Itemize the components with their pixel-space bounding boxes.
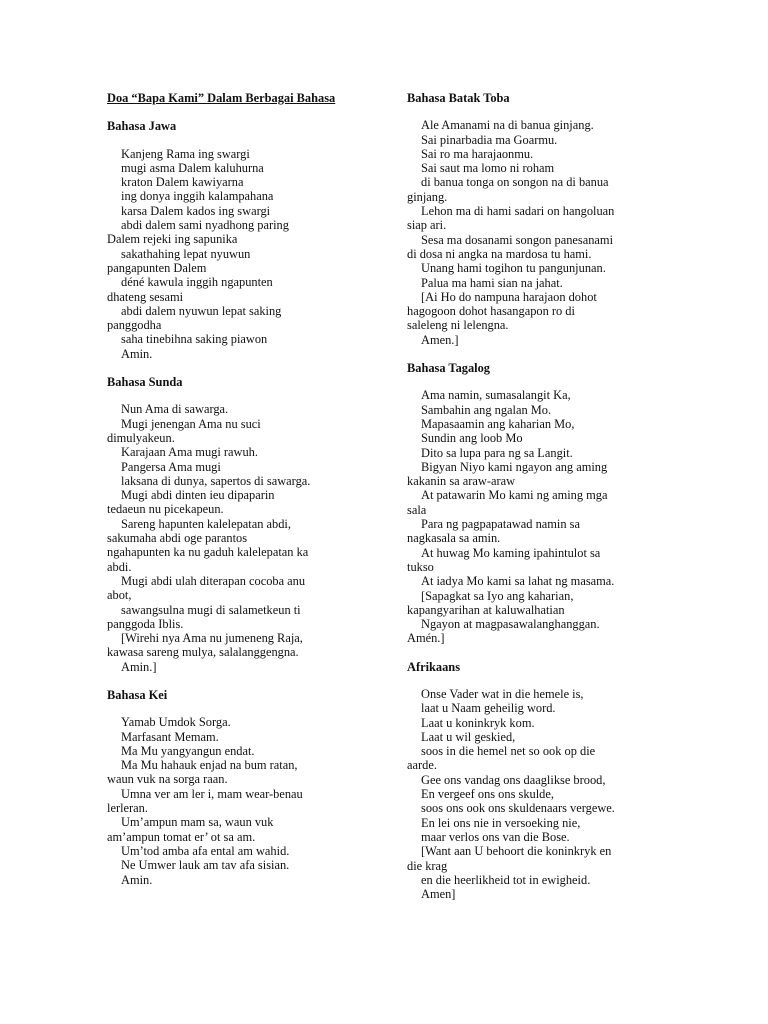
prayer-line: Amin.: [121, 346, 153, 361]
prayer-text: [407, 388, 663, 645]
prayer-line: Amin.]: [121, 659, 157, 674]
prayer-text: [407, 687, 663, 901]
prayer-line: di dosa ni angka na mardosa tu hami.: [407, 246, 592, 261]
prayer-line: Dalem rejeki ing sapunika: [107, 232, 238, 247]
prayer-line: die krag: [407, 858, 448, 873]
prayer-line: Marfasant Memam.: [121, 729, 219, 744]
prayer-line: At huwag Mo kaming ipahintulot sa: [421, 545, 601, 560]
prayer-line: En vergeef ons ons skulde,: [421, 787, 554, 802]
prayer-line: Mapasaamin ang kaharian Mo,: [421, 416, 575, 431]
prayer-line: [Want aan U behoort die koninkryk en: [421, 844, 612, 859]
prayer-line: kraton Dalem kawiyarna: [121, 175, 244, 190]
prayer-text: [407, 118, 663, 347]
prayer-line: Amen]: [421, 887, 456, 902]
section-heading: Bahasa Sunda: [107, 375, 183, 390]
prayer-line: laat u Naam geheilig word.: [421, 701, 556, 716]
prayer-line: am’ampun tomat er’ ot sa am.: [107, 829, 256, 844]
prayer-line: siap ari.: [407, 218, 447, 233]
prayer-line: dhateng sesami: [107, 289, 184, 304]
prayer-line: sakathahing lepat nyuwun: [121, 246, 251, 261]
prayer-line: Um’ampun mam sa, waun vuk: [121, 815, 274, 830]
prayer-section: [107, 375, 377, 674]
prayer-line: sawangsulna mugi di salametkeun ti: [121, 602, 301, 617]
prayer-line: aarde.: [407, 758, 437, 773]
left-column: [107, 91, 377, 901]
prayer-line: Amen.]: [421, 332, 459, 347]
prayer-line: Pangersa Ama mugi: [121, 459, 221, 474]
prayer-line: At patawarin Mo kami ng aming mga: [421, 488, 608, 503]
prayer-line: Ma Mu hahauk enjad na bum ratan,: [121, 758, 298, 773]
prayer-line: tedaeun nu picekapeun.: [107, 502, 224, 517]
prayer-line: Ale Amanami na di banua ginjang.: [421, 118, 594, 133]
prayer-line: Laat u wil geskied,: [421, 729, 516, 744]
prayer-line: Sambahin ang ngalan Mo.: [421, 402, 552, 417]
document-title: Doa “Bapa Kami” Dalam Berbagai Bahasa: [107, 91, 336, 105]
prayer-line: Para ng pagpapatawad namin sa: [421, 517, 580, 532]
right-sections: [407, 91, 663, 901]
left-sections: [107, 119, 377, 887]
prayer-line: mugi asma Dalem kaluhurna: [121, 160, 264, 175]
prayer-line: lerleran.: [107, 801, 148, 816]
prayer-line: Umna ver am ler i, mam wear-benau: [121, 786, 303, 801]
prayer-section: [407, 91, 663, 347]
prayer-line: Dito sa lupa para ng sa Langit.: [421, 445, 573, 460]
prayer-line: soos ons ook ons skuldenaars vergewe.: [421, 801, 615, 816]
section-heading: Bahasa Tagalog: [407, 361, 490, 376]
prayer-line: Yamab Umdok Sorga.: [121, 715, 231, 730]
prayer-line: ngahapunten ka nu gaduh kalelepatan ka: [107, 545, 309, 560]
prayer-text: [107, 715, 377, 887]
prayer-line: laksana di dunya, sapertos di sawarga.: [121, 473, 311, 488]
prayer-section: [407, 660, 663, 902]
prayer-line: Onse Vader wat in die hemele is,: [421, 686, 584, 701]
prayer-line: panggodha: [107, 318, 162, 333]
section-heading: Bahasa Kei: [107, 687, 168, 702]
prayer-line: En lei ons nie in versoeking nie,: [421, 815, 581, 830]
prayer-section: [107, 119, 377, 361]
section-heading: Bahasa Jawa: [107, 119, 177, 134]
prayer-line: Sesa ma dosanami songon panesanami: [421, 232, 614, 247]
prayer-text: [107, 147, 377, 361]
prayer-line: Mugi abdi dinten ieu dipaparin: [121, 488, 275, 503]
prayer-line: abdi.: [107, 559, 132, 574]
prayer-line: Ngayon at magpasawalanghanggan.: [421, 617, 600, 632]
prayer-line: Ne Umwer lauk am tav afa sisian.: [121, 858, 290, 873]
prayer-line: Gee ons vandag ons daaglikse brood,: [421, 772, 606, 787]
prayer-line: saleleng ni lelengna.: [407, 318, 509, 333]
prayer-line: sakumaha abdi oge parantos: [107, 531, 248, 546]
prayer-line: panggoda Iblis.: [107, 616, 184, 631]
prayer-line: pangapunten Dalem: [107, 260, 207, 275]
prayer-line: karsa Dalem kados ing swargi: [121, 203, 271, 218]
prayer-line: Bigyan Niyo kami ngayon ang aming: [421, 459, 608, 474]
prayer-line: sala: [407, 502, 427, 517]
prayer-line: Sai pinarbadia ma Goarmu.: [421, 132, 558, 147]
prayer-line: Ma Mu yangyangun endat.: [121, 743, 255, 758]
prayer-line: [Wirehi nya Ama nu jumeneng Raja,: [121, 631, 303, 646]
prayer-line: dimulyakeun.: [107, 430, 175, 445]
right-column: [407, 91, 663, 915]
prayer-section: [107, 688, 377, 887]
prayer-line: Mugi jenengan Ama nu suci: [121, 416, 261, 431]
prayer-line: Ama namin, sumasalangit Ka,: [421, 388, 571, 403]
prayer-line: en die heerlikheid tot in ewigheid.: [421, 872, 591, 887]
section-heading: Bahasa Batak Toba: [407, 91, 510, 105]
prayer-line: Unang hami togihon tu pangunjunan.: [421, 261, 606, 276]
prayer-line: ing donya inggih kalampahana: [121, 189, 274, 204]
prayer-line: Sai saut ma lomo ni roham: [421, 161, 555, 176]
prayer-line: Um’tod amba afa ental am wahid.: [121, 843, 290, 858]
prayer-line: Sai ro ma harajaonmu.: [421, 146, 534, 161]
prayer-line: Sundin ang loob Mo: [421, 431, 523, 446]
prayer-line: Karajaan Ama mugi rawuh.: [121, 445, 258, 460]
prayer-line: déné kawula inggih ngapunten: [121, 275, 273, 290]
prayer-line: abot,: [107, 588, 132, 603]
prayer-line: abdi dalem nyuwun lepat saking: [121, 303, 282, 318]
prayer-line: nagkasala sa amin.: [407, 531, 501, 546]
prayer-line: Amén.]: [407, 631, 445, 646]
prayer-line: Palua ma hami sian na jahat.: [421, 275, 563, 290]
prayer-line: Lehon ma di hami sadari on hangoluan: [421, 204, 615, 219]
prayer-line: di banua tonga on songon na di banua: [421, 175, 609, 190]
prayer-line: hagogoon dohot hasangapon ro di: [407, 304, 575, 319]
prayer-line: Kanjeng Rama ing swargi: [121, 146, 250, 161]
prayer-text: [107, 402, 377, 674]
prayer-line: abdi dalem sami nyadhong paring: [121, 218, 289, 233]
prayer-line: At iadya Mo kami sa lahat ng masama.: [421, 574, 615, 589]
prayer-line: soos in die hemel net so ook op die: [421, 744, 596, 759]
section-heading: Afrikaans: [407, 659, 461, 674]
prayer-line: waun vuk na sorga raan.: [107, 772, 228, 787]
prayer-line: tukso: [407, 559, 434, 574]
prayer-line: [Sapagkat sa Iyo ang kaharian,: [421, 588, 574, 603]
prayer-line: Sareng hapunten kalelepatan abdi,: [121, 516, 291, 531]
prayer-line: Amin.: [121, 872, 153, 887]
prayer-line: Mugi abdi ulah diterapan cocoba anu: [121, 573, 306, 588]
prayer-line: kakanin sa araw-araw: [407, 474, 516, 489]
prayer-line: Nun Ama di sawarga.: [121, 402, 229, 417]
prayer-line: Laat u koninkryk kom.: [421, 715, 535, 730]
prayer-line: kawasa sareng mulya, salalanggengna.: [107, 645, 299, 660]
prayer-line: ginjang.: [407, 189, 448, 204]
prayer-section: [407, 361, 663, 646]
prayer-line: kapangyarihan at kaluwalhatian: [407, 602, 565, 617]
prayer-line: [Ai Ho do nampuna harajaon dohot: [421, 289, 597, 304]
prayer-line: saha tinebihna saking piawon: [121, 332, 268, 347]
prayer-line: maar verlos ons van die Bose.: [421, 829, 570, 844]
